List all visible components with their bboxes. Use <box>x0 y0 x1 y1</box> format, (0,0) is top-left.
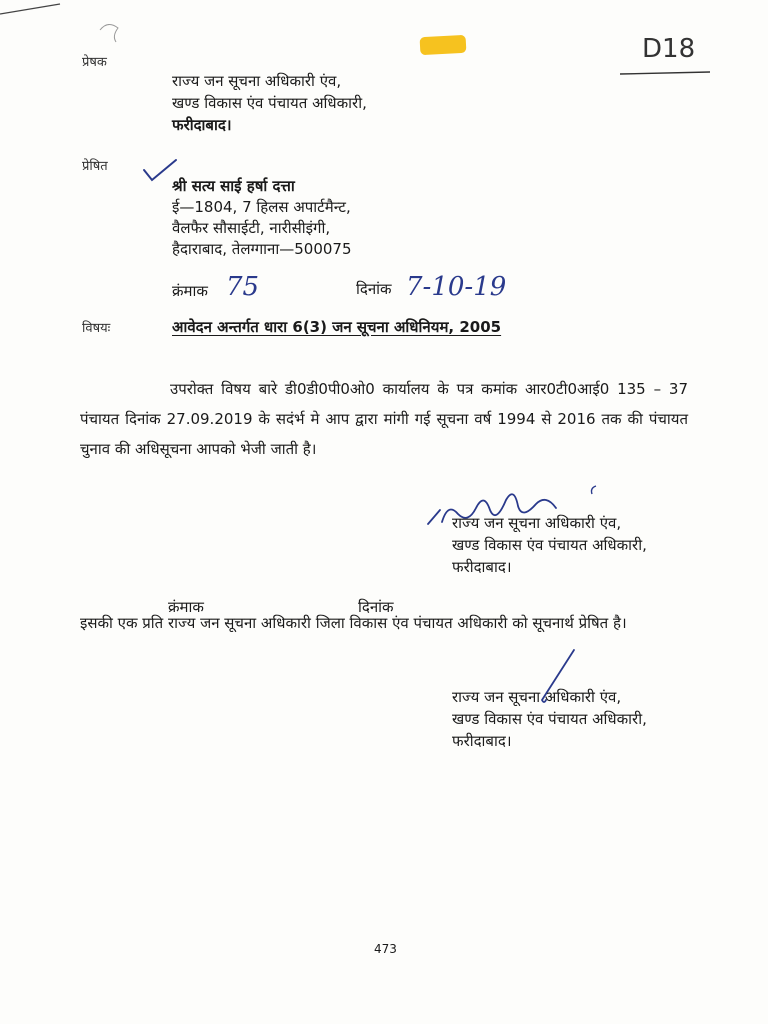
copy-date-label: दिनांक <box>358 598 394 616</box>
sender-label: प्रेषक <box>82 55 107 70</box>
subject-text: आवेदन अन्तर्गत धारा 6(3) जन सूचना अधिनियम, 2005 <box>172 318 502 336</box>
signature-line: राज्य जन सूचना अधिकारी एंव, <box>452 688 622 706</box>
sender-line: खण्ड विकास एंव पंचायत अधिकारी, <box>172 94 367 112</box>
copy-number-label: क्रंमाक <box>168 598 204 616</box>
signature-line: खण्ड विकास एंव पंचायत अधिकारी, <box>452 536 647 554</box>
recipient-block <box>172 176 352 260</box>
ref-number-label: क्रंमाक <box>172 282 208 300</box>
copy-note: इसकी एक प्रति राज्य जन सूचना अधिकारी जिला विकास एंव पंचायत अधिकारी को सूचनार्थ प्रेषित है। <box>80 614 627 632</box>
ref-number-value: 75 <box>226 272 260 302</box>
recipient-label: प्रेषित <box>82 159 108 174</box>
body-text: उपरोक्त विषय बारे डी0डी0पी0ओ0 कार्यालय के पत्र कमांक आर0टी0आई0 135 – 37 पंचायत दिनांक 27.09.2019 के सदंर्भ मे आप द्वारा मांगी गई सूचना वर्ष 1994 से 2016 तक की पंचायत चुनाव की अधिसूचना आपको भेजी जाती है। <box>80 380 688 458</box>
signature-line: फरीदाबाद। <box>452 732 512 750</box>
page-number: 473 <box>374 942 397 956</box>
signature-line: राज्य जन सूचना अधिकारी एंव, <box>452 514 622 532</box>
ref-date-label: दिनांक <box>356 280 392 298</box>
subject-label: विषयः <box>82 321 111 336</box>
file-ref-underline <box>620 70 720 80</box>
file-ref-stamp: D18 <box>642 34 696 64</box>
ref-date-value: 7-10-19 <box>406 272 507 302</box>
recipient-line: ई—1804, 7 हिलस अपार्टमैन्ट, <box>172 198 351 216</box>
sticky-tab <box>420 35 467 55</box>
sender-line: फरीदाबाद। <box>172 116 232 134</box>
recipient-line: श्री सत्य साई हर्षा दत्ता <box>172 177 295 195</box>
signature-line: फरीदाबाद। <box>452 558 512 576</box>
signature-line: खण्ड विकास एंव पंचायत अधिकारी, <box>452 710 647 728</box>
signature-block-1 <box>452 512 647 578</box>
recipient-line: हैदाराबाद, तेलग्गाना—500075 <box>172 240 352 258</box>
body-paragraph <box>80 374 688 464</box>
recipient-line: वैलफैर सौसाईटी, नारीसीइंगी, <box>172 219 331 237</box>
scan-marks <box>0 0 200 60</box>
signature-block-2 <box>452 686 647 752</box>
sender-line: राज्य जन सूचना अधिकारी एंव, <box>172 72 342 90</box>
sender-block <box>172 70 367 136</box>
